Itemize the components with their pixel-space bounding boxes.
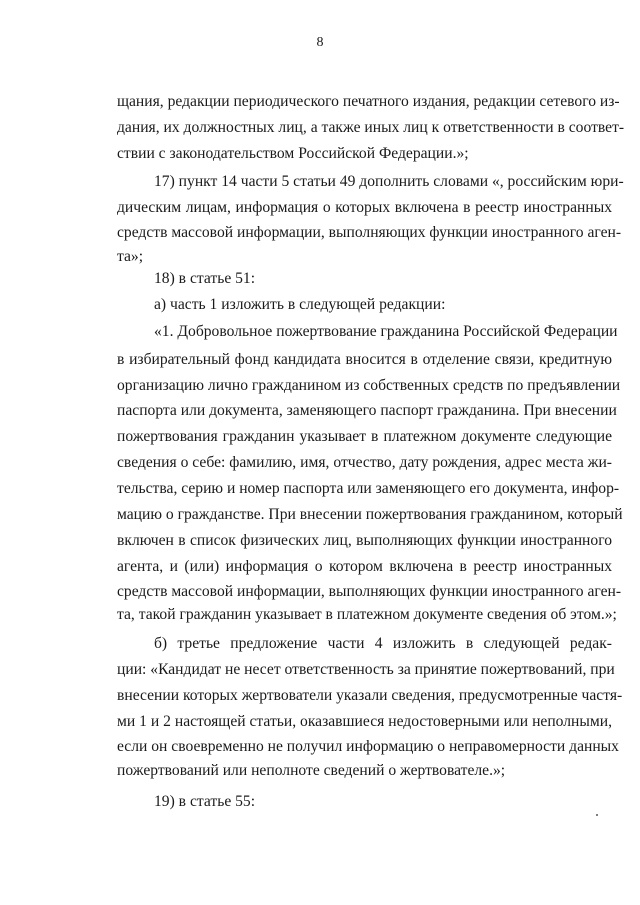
text-line: пожертвований или неполноте сведений о жертвователе.»;	[117, 762, 506, 779]
text-line: б) третье предложение части 4 изложить в следующей редак-	[154, 635, 612, 652]
text-line: паспорта или документа, заменяющего паспорт гражданина. При внесении	[117, 402, 617, 419]
text-line: пожертвования гражданин указывает в платежном документе следующие	[117, 428, 612, 445]
text-line: дания, их должностных лиц, а также иных лиц к ответственности в соответ-	[117, 119, 625, 136]
text-line: та»;	[117, 248, 144, 265]
text-line: сведения о себе: фамилию, имя, отчество, дату рождения, адрес места жи-	[117, 454, 612, 471]
text-line: «1. Добровольное пожертвование гражданина Российской Федерации	[154, 323, 618, 340]
text-line: агента, и (или) информация о котором включена в реестр иностранных	[117, 558, 612, 575]
text-line: если он своевременно не получил информацию о неправомерности данных	[117, 738, 619, 755]
text-line: 17) пункт 14 части 5 статьи 49 дополнить словами «, российским юри-	[154, 173, 624, 190]
text-line: внесении которых жертвователи указали сведения, предусмотренные частя-	[117, 687, 623, 704]
text-line: та, такой гражданин указывает в платежном документе сведения об этом.»;	[117, 606, 617, 623]
text-line: ствии с законодательством Российской Федерации.»;	[117, 145, 469, 162]
text-line: средств массовой информации, выполняющих функции иностранного аген-	[117, 583, 622, 600]
text-line: 18) в статье 51:	[154, 270, 256, 287]
page-number: 8	[316, 35, 324, 50]
text-line: дическим лицам, информация о которых включена в реестр иностранных	[117, 199, 612, 216]
text-line: а) часть 1 изложить в следующей редакции:	[154, 296, 446, 313]
text-line: тельства, серию и номер паспорта или заменяющего его документа, инфор-	[117, 480, 620, 497]
text-line: ции: «Кандидат не несет ответственность за принятие пожертвований, при	[117, 661, 615, 678]
text-line: мацию о гражданстве. При внесении пожертвования гражданином, который	[117, 506, 623, 523]
text-line: включен в список физических лиц, выполняющих функции иностранного	[117, 532, 612, 549]
scan-speck	[596, 814, 598, 816]
text-line: средств массовой информации, выполняющих функции иностранного аген-	[117, 224, 622, 241]
text-line: ми 1 и 2 настоящей статьи, оказавшиеся недостоверными или неполными,	[117, 713, 612, 730]
text-line: организацию лично гражданином из собственных средств по предъявлении	[117, 377, 621, 394]
text-line: щания, редакции периодического печатного издания, редакции сетевого из-	[117, 93, 620, 110]
text-line: 19) в статье 55:	[154, 793, 256, 810]
text-line: в избирательный фонд кандидата вносится в отделение связи, кредитную	[117, 351, 612, 368]
